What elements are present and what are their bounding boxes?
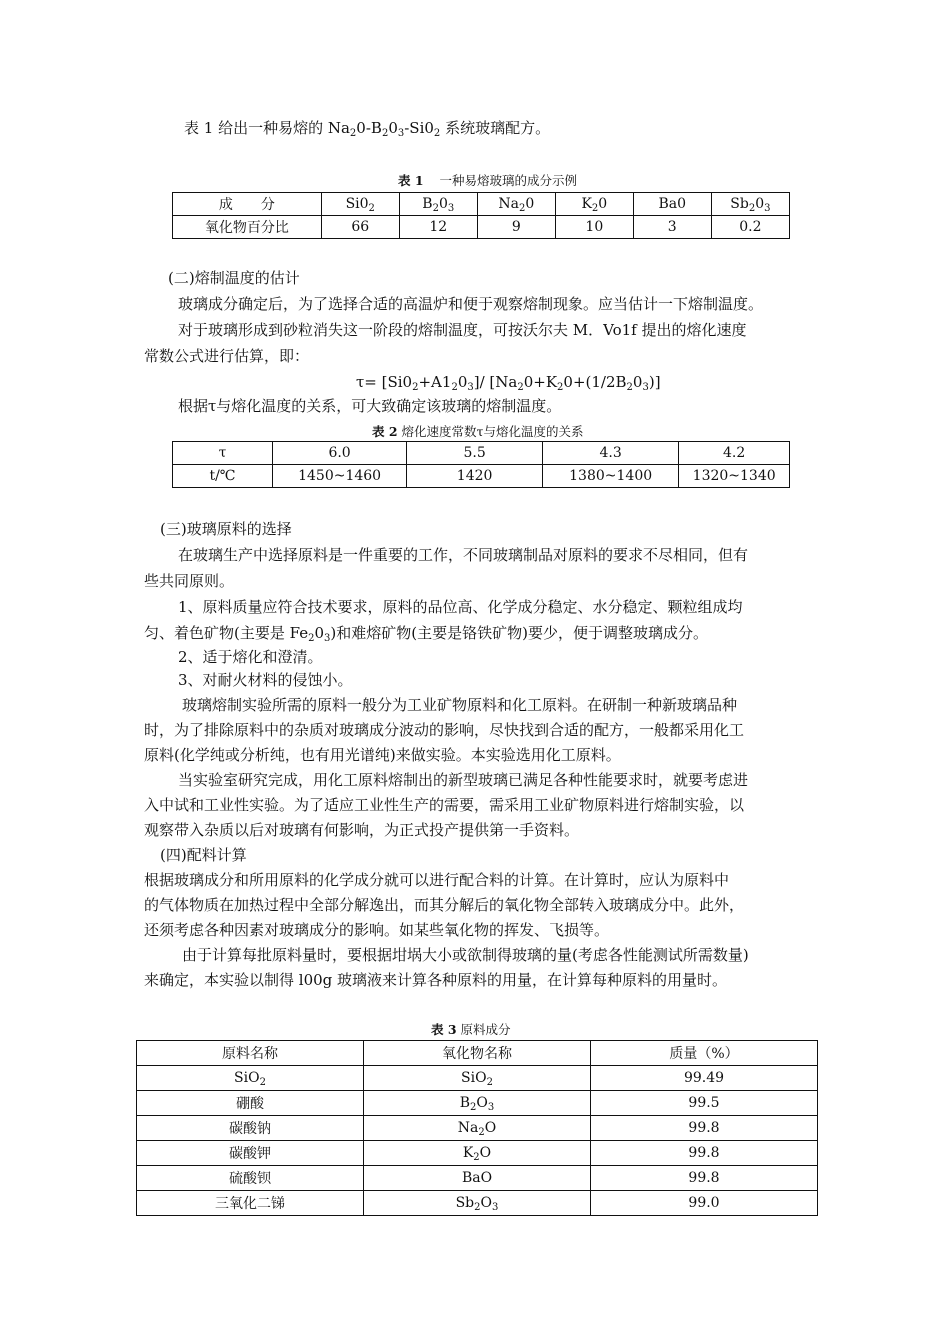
table-cell: 氧化物百分比 bbox=[173, 216, 322, 239]
text-run: 0 bbox=[388, 119, 398, 137]
table3 bbox=[136, 1040, 818, 1216]
text-run: 0 bbox=[525, 196, 535, 212]
caption-text: 原料成分 bbox=[460, 1022, 511, 1037]
table-cell: 4.2 bbox=[679, 442, 790, 465]
table2-caption bbox=[372, 424, 583, 440]
subscript: 2 bbox=[591, 203, 599, 214]
table-row bbox=[137, 1041, 818, 1066]
subscript: 3 bbox=[487, 1102, 495, 1113]
subscript: 3 bbox=[324, 633, 331, 644]
table-row bbox=[137, 1066, 818, 1091]
subscript: 2 bbox=[517, 382, 524, 393]
paragraph-line: 由于计算每批原料量时，要根据坩埚大小或欲制得玻璃的量(考虑各性能测试所需数量) bbox=[182, 946, 749, 964]
table-cell bbox=[364, 1091, 591, 1116]
subscript: 2 bbox=[412, 382, 419, 393]
text-run: 表 1 给出一种易熔的 Na bbox=[184, 119, 350, 137]
text-run: K bbox=[581, 196, 592, 212]
table-cell: 三氧化二锑 bbox=[137, 1191, 364, 1216]
table-row bbox=[137, 1166, 818, 1191]
paragraph-line: 时，为了排除原料中的杂质对玻璃成分波动的影响，尽快找到合适的配方，一般都采用化工 bbox=[144, 721, 745, 739]
table-cell: 66 bbox=[321, 216, 399, 239]
table-cell: 12 bbox=[399, 216, 477, 239]
paragraph-line: 根据τ与熔化温度的关系，可大致确定该玻璃的熔制温度。 bbox=[178, 397, 562, 415]
paragraph-line: 在玻璃生产中选择原料是一件重要的工作，不同玻璃制品对原料的要求不尽相同，但有 bbox=[178, 546, 749, 564]
table-cell: 10 bbox=[555, 216, 633, 239]
subscript: 2 bbox=[451, 382, 458, 393]
table-cell bbox=[711, 193, 789, 216]
subscript: 3 bbox=[447, 203, 455, 214]
section3-title: (三)玻璃原料的选择 bbox=[160, 520, 292, 538]
table-cell bbox=[399, 193, 477, 216]
paragraph-line: 些共同原则。 bbox=[144, 572, 235, 590]
caption-text: 熔化速度常数τ与熔化温度的关系 bbox=[401, 424, 584, 439]
text-run: τ= [Si0 bbox=[356, 373, 413, 391]
table-row bbox=[137, 1091, 818, 1116]
text-run: +A1 bbox=[418, 373, 452, 391]
paragraph-line: 还须考虑各种因素对玻璃成分的影响。如某些氧化物的挥发、飞损等。 bbox=[144, 921, 610, 939]
table-cell bbox=[364, 1066, 591, 1091]
subscript: 2 bbox=[308, 633, 315, 644]
text-run: SiO bbox=[234, 1070, 260, 1086]
paragraph-line: 1、原料质量应符合技术要求，原料的品位高、化学成分稳定、水分稳定、颗粒组成均 bbox=[178, 598, 743, 616]
text-run: 匀、着色矿物(主要是 Fe bbox=[144, 624, 309, 642]
table-cell bbox=[321, 193, 399, 216]
table-cell: 成 分 bbox=[173, 193, 322, 216]
subscript: 2 bbox=[259, 1077, 266, 1088]
paragraph-line: 入中试和工业性实验。为了适应工业性生产的需要，需采用工业矿物原料进行熔制实验，以 bbox=[144, 796, 745, 814]
text-run: O bbox=[476, 1095, 488, 1111]
subscript: 2 bbox=[381, 128, 389, 139]
table-cell: 6.0 bbox=[272, 442, 406, 465]
table-row bbox=[137, 1141, 818, 1166]
table-cell: 4.3 bbox=[542, 442, 678, 465]
paragraph-line: 3、对耐火材料的侵蚀小。 bbox=[178, 671, 353, 689]
paragraph-line: 根据玻璃成分和所用原料的化学成分就可以进行配合料的计算。在计算时，应认为原料中 bbox=[144, 871, 730, 889]
text-run: 0+(1/2B bbox=[563, 373, 627, 391]
table-cell: 99.8 bbox=[591, 1141, 818, 1166]
subscript: 3 bbox=[764, 203, 771, 214]
table-row bbox=[173, 442, 790, 465]
table-cell: 碳酸钾 bbox=[137, 1141, 364, 1166]
subscript: 2 bbox=[518, 203, 526, 214]
subscript: 2 bbox=[748, 203, 756, 214]
text-run: 0 bbox=[755, 196, 765, 212]
subscript: 2 bbox=[478, 1127, 485, 1138]
text-run: Si0 bbox=[345, 196, 369, 212]
subscript: 2 bbox=[432, 203, 439, 214]
table-cell: 碳酸钠 bbox=[137, 1116, 364, 1141]
formula bbox=[356, 372, 661, 392]
table-cell: τ bbox=[173, 442, 273, 465]
text-run: Na bbox=[457, 1120, 479, 1136]
table1-caption bbox=[398, 173, 577, 189]
table-cell: 1320~1340 bbox=[679, 465, 790, 488]
caption-text: 一种易熔玻璃的成分示例 bbox=[439, 173, 577, 188]
text-run: )和难熔矿物(主要是铬铁矿物)要少，便于调整玻璃成分。 bbox=[330, 624, 708, 642]
text-run: 0 bbox=[314, 624, 325, 642]
table-row bbox=[173, 193, 790, 216]
text-run: SiO bbox=[461, 1070, 487, 1086]
text-run: Na bbox=[498, 196, 519, 212]
paragraph-line: 来确定，本实验以制得 l00g 玻璃液来计算各种原料的用量，在计算每种原料的用量时。 bbox=[144, 971, 728, 989]
table-row bbox=[173, 465, 790, 488]
subscript: 2 bbox=[368, 203, 375, 214]
text-run: 系统玻璃配方。 bbox=[440, 119, 551, 137]
text-run: -Si0 bbox=[404, 119, 434, 137]
section2-title: (二)熔制温度的估计 bbox=[168, 269, 300, 287]
text-run: Sb bbox=[455, 1195, 475, 1211]
subscript: 2 bbox=[626, 382, 633, 393]
text-run: )] bbox=[648, 373, 661, 391]
paragraph-line: 原料(化学纯或分析纯，也有用光谱纯)来做实验。本实验选用化工原料。 bbox=[144, 746, 621, 764]
table-row bbox=[137, 1191, 818, 1216]
table-header-cell: 原料名称 bbox=[137, 1041, 364, 1066]
table-row bbox=[173, 216, 790, 239]
text-run: O bbox=[484, 1120, 497, 1136]
text-run: B bbox=[422, 196, 433, 212]
caption-number: 表 2 bbox=[372, 424, 398, 439]
table-cell: 1420 bbox=[407, 465, 543, 488]
subscript: 3 bbox=[642, 382, 649, 393]
table-cell bbox=[137, 1066, 364, 1091]
text-run: 0+K bbox=[523, 373, 558, 391]
paragraph-line: 2、适于熔化和澄清。 bbox=[178, 648, 323, 666]
table-cell: BaO bbox=[364, 1166, 591, 1191]
table3-caption bbox=[431, 1022, 511, 1038]
text-run: 0 bbox=[457, 373, 468, 391]
caption-number: 表 3 bbox=[431, 1022, 457, 1037]
table-cell: 5.5 bbox=[407, 442, 543, 465]
caption-number: 表 1 bbox=[398, 173, 424, 188]
paragraph-line: 对于玻璃形成到砂粒消失这一阶段的熔制温度，可按沃尔夫 M．Vo1f 提出的熔化速度 bbox=[178, 321, 747, 339]
table-cell: 99.8 bbox=[591, 1166, 818, 1191]
table-cell: 99.0 bbox=[591, 1191, 818, 1216]
table-cell bbox=[364, 1141, 591, 1166]
text-run: K bbox=[462, 1145, 474, 1161]
text-run: 0 bbox=[632, 373, 643, 391]
table-cell: 99.49 bbox=[591, 1066, 818, 1091]
subscript: 2 bbox=[486, 1077, 493, 1088]
subscript: 3 bbox=[397, 128, 405, 139]
intro-text bbox=[184, 118, 550, 138]
table-cell: 1380~1400 bbox=[542, 465, 678, 488]
text-run: Ba0 bbox=[658, 196, 687, 212]
text-run: Sb bbox=[730, 196, 749, 212]
paragraph-line bbox=[144, 623, 708, 643]
table-cell: 3 bbox=[633, 216, 711, 239]
table-header-cell: 氧化物名称 bbox=[364, 1041, 591, 1066]
paragraph-line: 当实验室研究完成，用化工原料熔制出的新型玻璃已满足各种性能要求时，就要考虑进 bbox=[178, 771, 749, 789]
subscript: 2 bbox=[474, 1202, 481, 1213]
table2 bbox=[172, 441, 790, 488]
paragraph-line: 的气体物质在加热过程中全部分解逸出，而其分解后的氧化物全部转入玻璃成分中。此外， bbox=[144, 896, 745, 914]
table-cell: 硫酸钡 bbox=[137, 1166, 364, 1191]
paragraph-line: 观察带入杂质以后对玻璃有何影响，为正式投产提供第一手资料。 bbox=[144, 821, 580, 839]
table1 bbox=[172, 192, 790, 239]
subscript: 2 bbox=[557, 382, 564, 393]
table-cell bbox=[633, 193, 711, 216]
paragraph-line: 玻璃成分确定后，为了选择合适的高温炉和便于观察熔制现象。应当估计一下熔制温度。 bbox=[178, 295, 764, 313]
subscript: 2 bbox=[349, 128, 357, 139]
paragraph-line: 常数公式进行估算，即： bbox=[144, 347, 310, 365]
text-run: 0 bbox=[598, 196, 608, 212]
section4-title: (四)配料计算 bbox=[160, 846, 247, 864]
subscript: 3 bbox=[467, 382, 474, 393]
table-cell: 1450~1460 bbox=[272, 465, 406, 488]
subscript: 3 bbox=[492, 1202, 499, 1213]
table-header-cell: 质量（%） bbox=[591, 1041, 818, 1066]
subscript: 2 bbox=[470, 1102, 477, 1113]
table-cell bbox=[364, 1191, 591, 1216]
table-cell: 0.2 bbox=[711, 216, 789, 239]
subscript: 2 bbox=[433, 128, 441, 139]
table-cell bbox=[555, 193, 633, 216]
text-run: 0 bbox=[438, 196, 448, 212]
table-cell: 9 bbox=[477, 216, 555, 239]
text-run: B bbox=[459, 1095, 471, 1111]
table-cell: 99.5 bbox=[591, 1091, 818, 1116]
text-run: O bbox=[480, 1195, 493, 1211]
table-cell bbox=[477, 193, 555, 216]
table-cell: 硼酸 bbox=[137, 1091, 364, 1116]
text-run: ]/ [Na bbox=[473, 373, 518, 391]
paragraph-line: 玻璃熔制实验所需的原料一般分为工业矿物原料和化工原料。在研制一种新玻璃品种 bbox=[182, 696, 738, 714]
table-cell: 99.8 bbox=[591, 1116, 818, 1141]
subscript: 2 bbox=[473, 1152, 480, 1163]
text-run: O bbox=[479, 1145, 492, 1161]
table-row bbox=[137, 1116, 818, 1141]
text-run: 0-B bbox=[356, 119, 382, 137]
table-cell: t/℃ bbox=[173, 465, 273, 488]
table-cell bbox=[364, 1116, 591, 1141]
